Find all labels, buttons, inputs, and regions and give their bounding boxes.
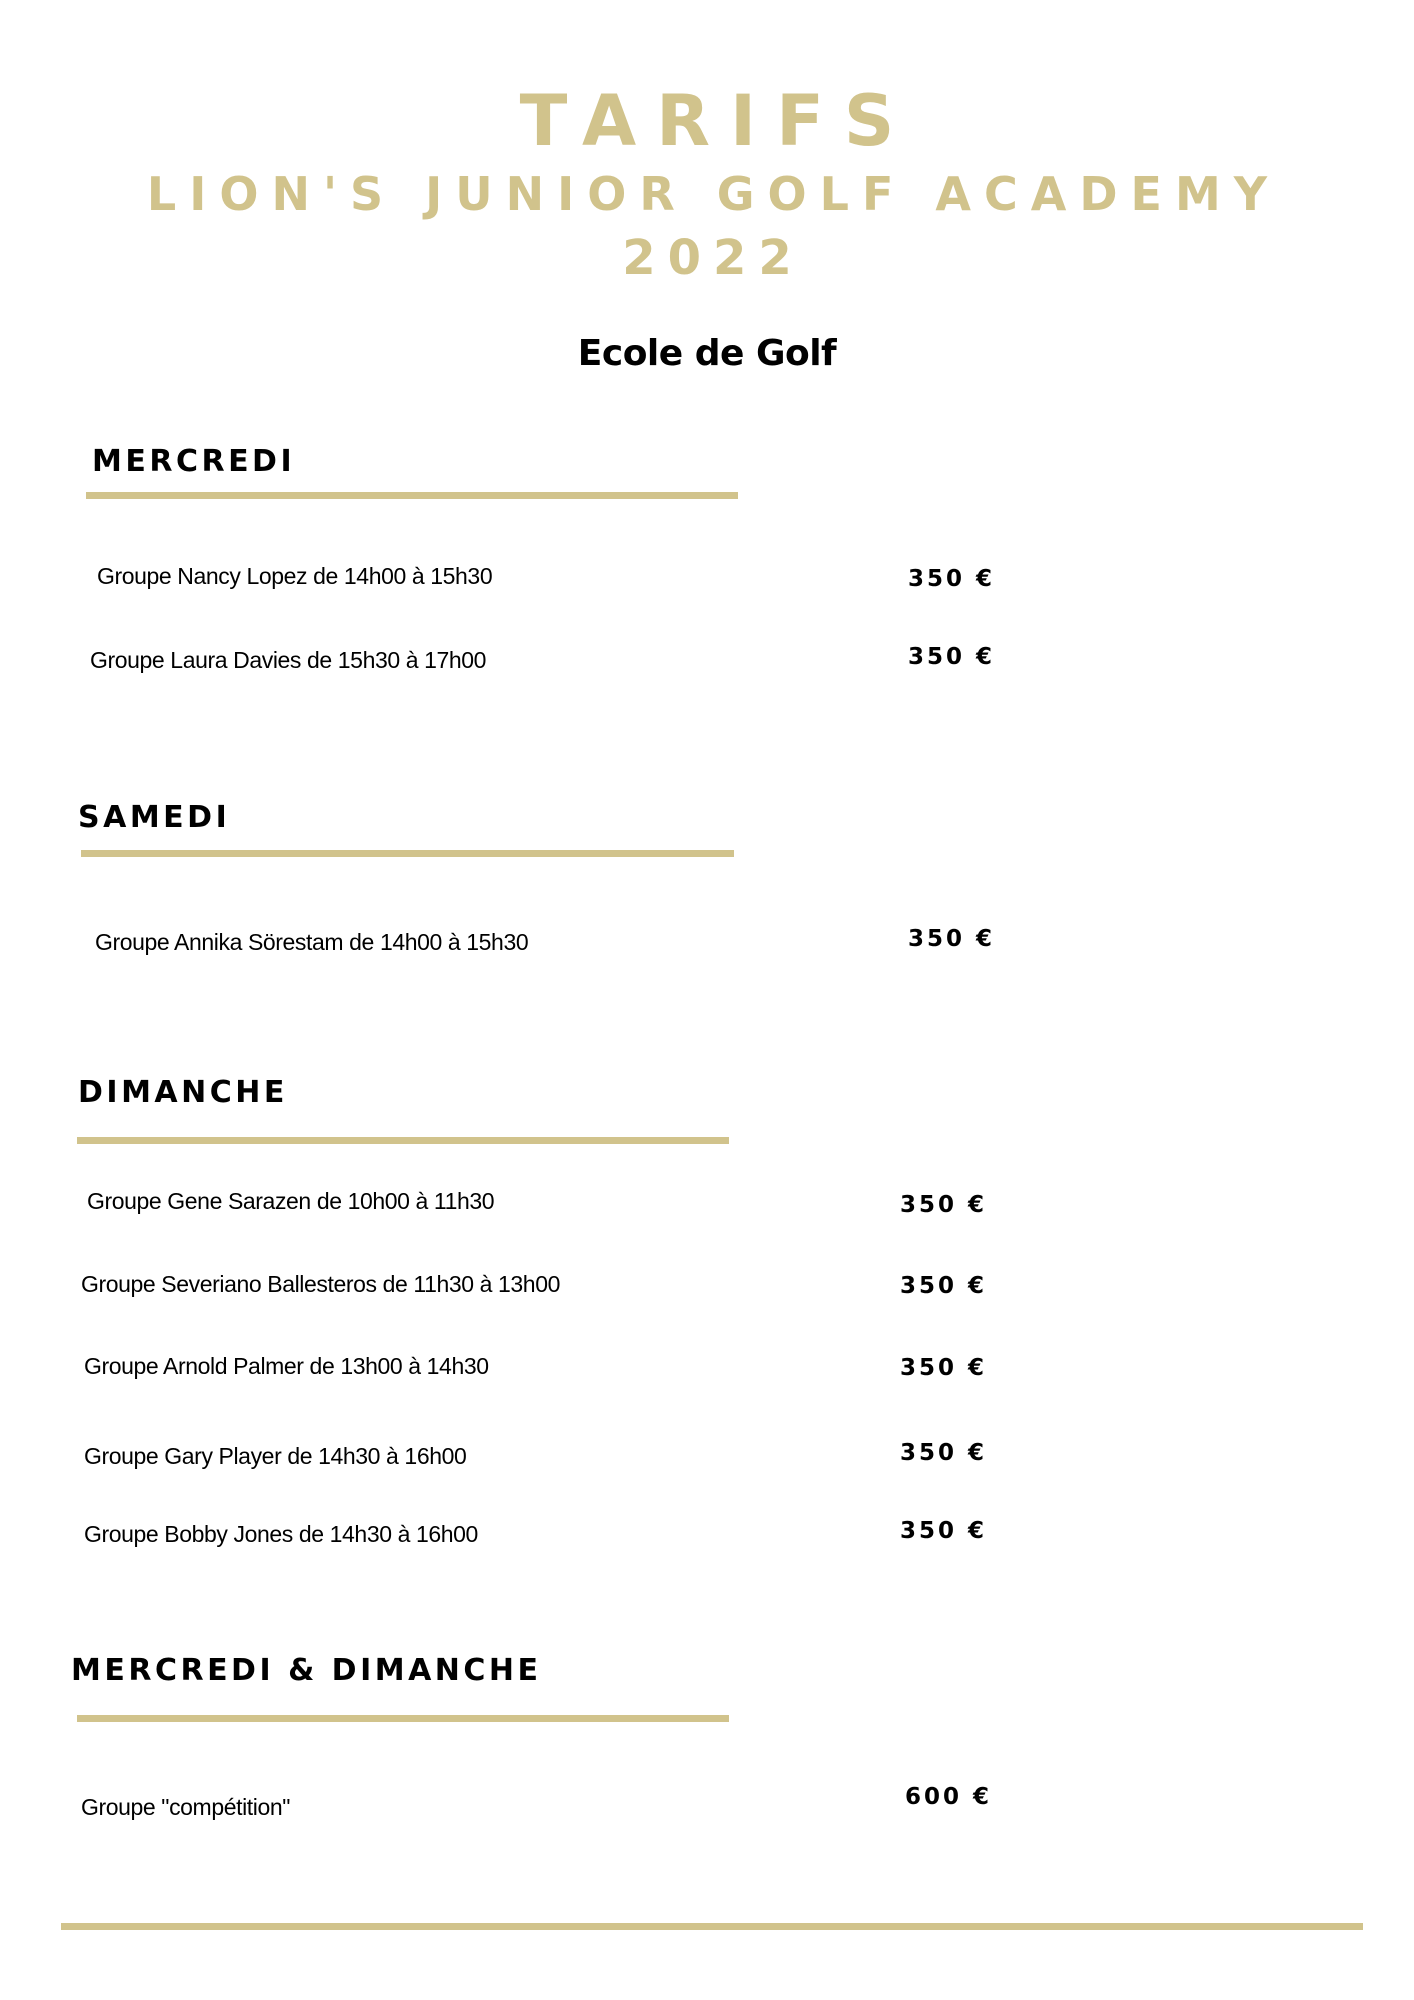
section-heading: DIMANCHE: [78, 1075, 288, 1110]
item-label: Groupe "compétition": [81, 1794, 291, 1820]
item-price: 350 €: [900, 1355, 988, 1381]
section-title: Ecole de Golf: [577, 333, 837, 374]
item-price: 600 €: [905, 1784, 993, 1810]
item-label: Groupe Gary Player de 14h30 à 16h00: [84, 1443, 467, 1469]
item-label: Groupe Severiano Ballesteros de 11h30 à 13h00: [81, 1271, 560, 1297]
item-price: 350 €: [900, 1518, 988, 1544]
item-price: 350 €: [908, 926, 996, 952]
item-label: Groupe Arnold Palmer de 13h00 à 14h30: [84, 1353, 489, 1379]
section-divider: [77, 1137, 729, 1144]
item-label: Groupe Annika Sörestam de 14h00 à 15h30: [95, 929, 529, 955]
footer-divider: [61, 1923, 1363, 1930]
section-heading: MERCREDI & DIMANCHE: [71, 1653, 542, 1688]
item-price: 350 €: [900, 1440, 988, 1466]
section-divider: [81, 850, 734, 857]
section-heading: SAMEDI: [78, 800, 231, 835]
item-label: Groupe Gene Sarazen de 10h00 à 11h30: [87, 1188, 495, 1214]
year: 2022: [622, 230, 804, 286]
section-heading: MERCREDI: [92, 444, 296, 479]
item-price: 350 €: [900, 1192, 988, 1218]
item-price: 350 €: [908, 644, 996, 670]
item-label: Groupe Laura Davies de 15h30 à 17h00: [90, 647, 487, 673]
page-title: TARIFS: [519, 80, 915, 162]
section-divider: [77, 1715, 729, 1722]
item-price: 350 €: [900, 1273, 988, 1299]
item-price: 350 €: [908, 566, 996, 592]
section-divider: [86, 492, 738, 499]
item-label: Groupe Bobby Jones de 14h30 à 16h00: [84, 1521, 478, 1547]
item-label: Groupe Nancy Lopez de 14h00 à 15h30: [97, 563, 493, 589]
academy-name: LION'S JUNIOR GOLF ACADEMY: [146, 167, 1281, 221]
